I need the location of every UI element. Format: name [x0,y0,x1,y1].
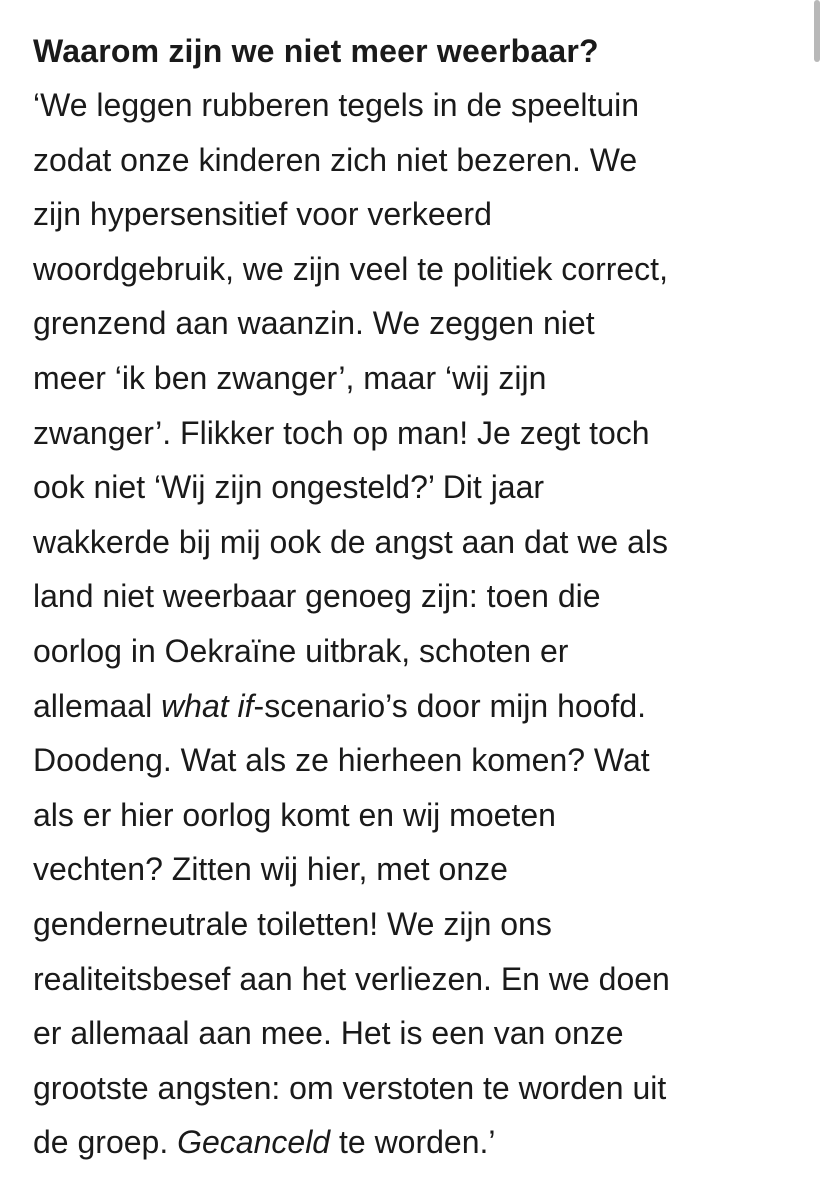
body-line [33,897,803,952]
body-line [33,788,803,843]
body-line [33,78,803,133]
body-line [33,1061,803,1116]
emphasized-text: Gecanceld [177,1124,331,1161]
text-segment: wakkerde bij mij ook de angst aan dat we als [33,523,669,560]
text-segment: de groep. [33,1124,178,1161]
text-segment: te worden.’ [330,1124,496,1161]
body-line [33,624,803,679]
text-segment: er allemaal aan mee. Het is een van onze [33,1015,624,1052]
text-segment: allemaal [33,687,162,724]
text-segment: grootste angsten: om verstoten te worden uit [33,1069,667,1106]
text-segment: zijn hypersensitief voor verkeerd [33,196,492,233]
body-line [33,187,803,242]
text-segment: ‘We leggen rubberen tegels in de speeltuin [33,87,640,123]
scrollbar-thumb[interactable] [814,0,820,62]
body-line [33,1115,803,1170]
text-segment: -scenario’s door mijn hoofd. [253,687,647,724]
body-line [33,406,803,461]
body-line [33,733,803,788]
text-segment: zodat onze kinderen zich niet bezeren. We [33,141,638,178]
body-line [33,952,803,1007]
body-line [33,460,803,515]
text-segment: genderneutrale toiletten! We zijn ons [33,905,552,942]
text-segment: realiteitsbesef aan het verliezen. En we doen [33,960,670,997]
body-line [33,296,803,351]
body-line [33,515,803,570]
text-segment: vechten? Zitten wij hier, met onze [33,851,508,888]
body-line [33,569,803,624]
text-segment: Doodeng. Wat als ze hierheen komen? Wat [33,742,650,779]
body-line [33,1006,803,1061]
text-segment: zwanger’. Flikker toch op man! Je zegt toch [33,414,650,451]
text-segment: grenzend aan waanzin. We zeggen niet [33,305,595,342]
emphasized-text: what if [161,687,254,724]
article-body [33,78,803,1170]
text-segment: oorlog in Oekraïne uitbrak, schoten er [33,632,569,669]
body-line [33,842,803,897]
body-line [33,242,803,297]
text-segment: woordgebruik, we zijn veel te politiek correct, [33,250,668,287]
body-line [33,133,803,188]
body-line [33,679,803,734]
article-excerpt [33,24,803,1170]
article-heading: Waarom zijn we niet meer weerbaar? [33,33,599,69]
text-segment: ook niet ‘Wij zijn ongesteld?’ Dit jaar [33,469,545,506]
body-line [33,351,803,406]
text-segment: meer ‘ik ben zwanger’, maar ‘wij zijn [33,359,547,396]
text-segment: land niet weerbaar genoeg zijn: toen die [33,578,601,615]
text-segment: als er hier oorlog komt en wij moeten [33,796,556,833]
